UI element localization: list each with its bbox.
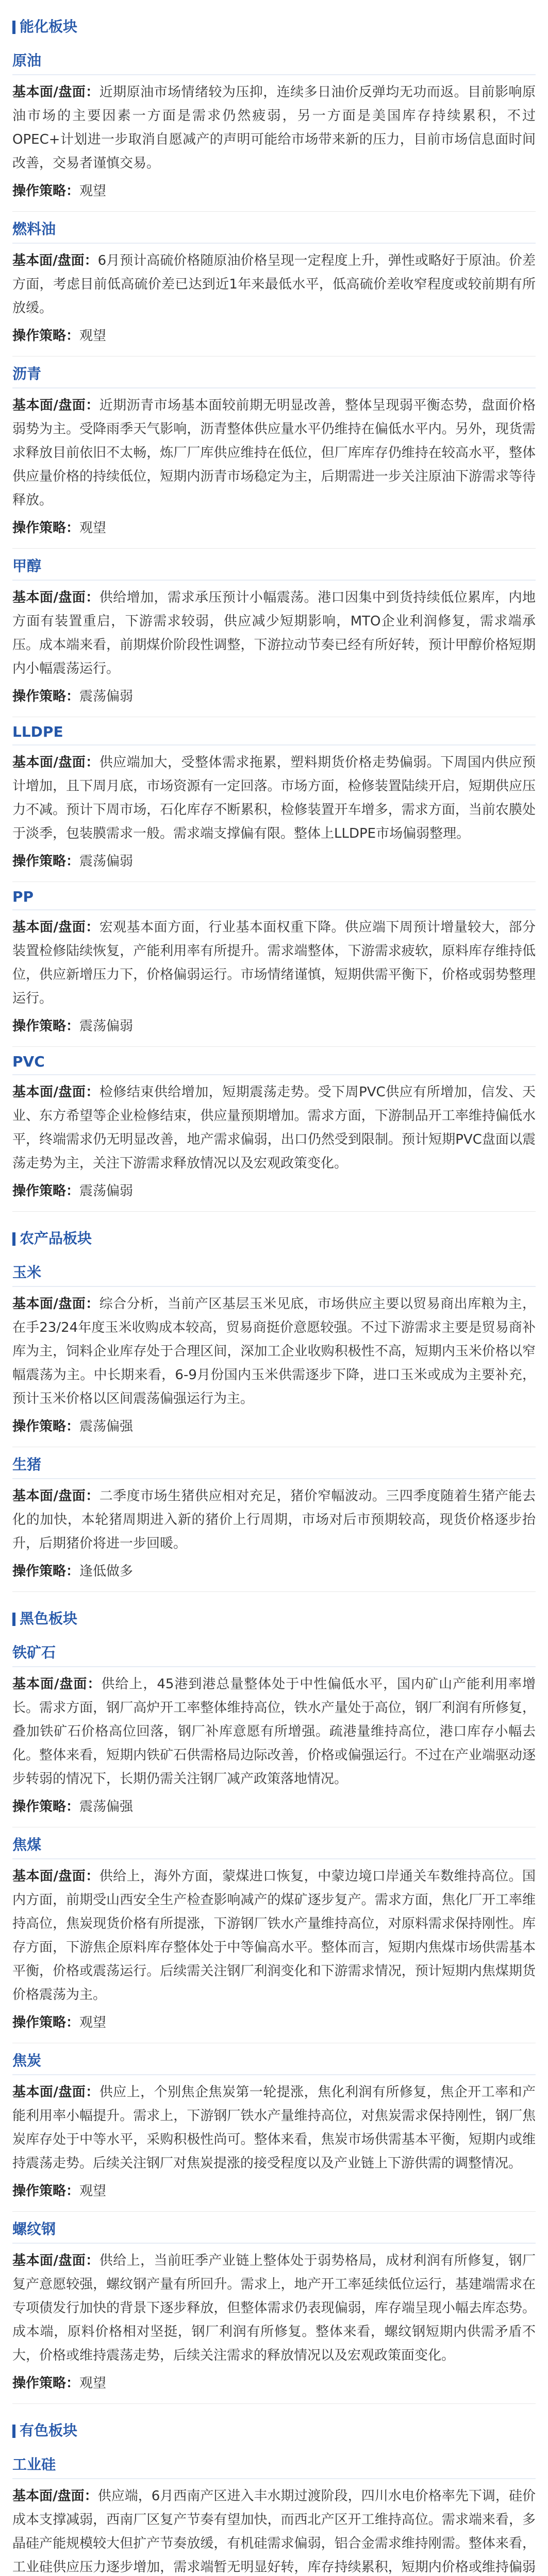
commodity-title: 焦炭 (12, 2043, 536, 2075)
commodity-title: PP (12, 882, 536, 910)
strategy-label: 操作策略： (12, 2183, 80, 2199)
strategy-line (12, 1560, 536, 1583)
commodity-title: 焦煤 (12, 1827, 536, 1859)
analysis-text: 供给上，45港到港总量整体处于中性偏低水平，国内矿山产能利用率增长。需求方面，钢厂高炉开工率整体维持高位，铁水产量处于高位，钢厂利润有所修复，叠加铁矿石价格高位回落，钢厂补库意愿有所增强。疏港量维持高位，港口库存小幅去化。整体来看，短期内铁矿石供需格局边际改善，价格或偏强运行。不过在产业端驱动逐步转弱的情况下，长期仍需关注钢厂减产政策落地情况。 (12, 1676, 536, 1787)
strategy-label: 操作策略： (12, 2015, 80, 2030)
section-header (0, 0, 548, 43)
section-title: 能化板块 (20, 18, 78, 35)
commodity-title: LLDPE (12, 717, 536, 745)
section-marker-icon (12, 1232, 15, 1246)
analysis-label: 基本面/盘面： (12, 1084, 99, 1100)
section-header (0, 2404, 548, 2447)
strategy-value: 观望 (79, 328, 107, 344)
analysis-paragraph (12, 2249, 536, 2367)
section-header (0, 1212, 548, 1255)
strategy-label: 操作策略： (12, 183, 80, 199)
commodity-block (0, 2043, 548, 2203)
analysis-paragraph (12, 1672, 536, 1791)
analysis-label: 基本面/盘面： (12, 2084, 99, 2100)
strategy-label: 操作策略： (12, 1183, 80, 1199)
commodity-block (0, 1447, 548, 1583)
strategy-label: 操作策略： (12, 1799, 80, 1815)
section-title: 农产品板块 (20, 1230, 92, 1247)
strategy-line (12, 1795, 536, 1819)
commodity-title: 玉米 (12, 1255, 536, 1287)
strategy-value: 震荡偏弱 (79, 854, 134, 869)
strategy-value: 震荡偏强 (79, 1799, 134, 1815)
commodity-title: 沥青 (12, 357, 536, 388)
commodity-title: 工业硅 (12, 2447, 536, 2479)
analysis-paragraph (12, 2484, 536, 2576)
commodity-title: PVC (12, 1047, 536, 1075)
strategy-line (12, 1415, 536, 1438)
strategy-label: 操作策略： (12, 1419, 80, 1434)
analysis-label: 基本面/盘面： (12, 1869, 99, 1884)
section-marker-icon (12, 1613, 15, 1626)
strategy-value: 观望 (79, 2183, 107, 2199)
analysis-text: 近期原油市场情绪较为压抑，连续多日油价反弹均无功而返。目前影响原油市场的主要因素一方面是需求仍然疲弱，另一方面是美国库存持续累积，不过OPEC+计划进一步取消自愿减产的声明可能给市场带来新的压力，目前市场信息面时间改善，交易者谨慎交易。 (12, 84, 536, 171)
commodity-block (0, 43, 548, 203)
strategy-value: 震荡偏弱 (79, 1183, 134, 1199)
strategy-label: 操作策略： (12, 520, 80, 536)
analysis-label: 基本面/盘面： (12, 398, 99, 413)
analysis-label: 基本面/盘面： (12, 253, 98, 268)
commodity-block (0, 2447, 548, 2576)
strategy-line (12, 1014, 536, 1038)
analysis-text: 供应端加大，受整体需求拖累，塑料期货价格走势偏弱。下周国内供应预计增加，且下周月底，市场资源有一定回落。市场方面，检修装置陆续开启，短期供应压力不减。预计下周市场，石化库存不断累积，检修装置开车增多，需求方面，当前农膜处于淡季，包装膜需求一般。需求端支撑偏有限。整体上LLDPE市场偏弱整理。 (12, 755, 536, 841)
analysis-text: 综合分析，当前产区基层玉米见底，市场供应主要以贸易商出库粮为主，在手23/24年度玉米收购成本较高，贸易商挺价意愿较强。不过下游需求主要是贸易商补库为主，饲料企业库存处于合理区间，深加工企业收购积极性不高，短期内玉米价格以窄幅震荡为主。中长期来看，6-9月份国内玉米供需逐步下降，进口玉米或成为主要补充，预计玉米价格以区间震荡偏强运行为主。 (12, 1296, 536, 1406)
commodity-block (0, 1047, 548, 1203)
strategy-line (12, 685, 536, 708)
commodity-block (0, 1255, 548, 1438)
analysis-label: 基本面/盘面： (12, 2253, 99, 2268)
analysis-text: 近期沥青市场基本面较前期无明显改善，整体呈现弱平衡态势，盘面价格弱势为主。受降雨季天气影响，沥青整体供应量水平仍维持在偏低水平内。另外，现货需求释放目前依旧不太畅，炼厂厂库供应维持在低位，但厂库库存仍维持在较高水平，整体供应量价格的持续低位，短期内沥青市场稳定为主，后期需进一步关注原油下游需求等待释放。 (12, 398, 536, 508)
strategy-label: 操作策略： (12, 328, 80, 344)
analysis-text: 供应端，6月西南产区进入丰水期过渡阶段，四川水电价格率先下调，硅价成本支撑减弱，西南厂区复产节奏有望加快，而西北产区开工维持高位。需求端来看，多晶硅产能规模较大但扩产节奏放缓，有机硅需求偏弱，铝合金需求维持刚需。整体来看，工业硅供应压力逐步增加，需求端暂无明显好转，库存持续累积，短期内价格或维持偏弱 (12, 2488, 536, 2575)
analysis-paragraph (12, 1292, 536, 1411)
analysis-paragraph (12, 249, 536, 320)
analysis-text: 宏观基本面方面，行业基本面权重下降。供应端下周预计增量较大，部分装置检修陆续恢复，产能利用率有所提升。需求端整体，下游需求疲软，原料库存维持低位，供应新增压力下，价格偏弱运行。市场情绪谨慎，短期供需平衡下，价格或弱势整理运行。 (12, 920, 536, 1006)
commodity-block (0, 882, 548, 1038)
commodity-block (0, 549, 548, 708)
analysis-text: 供应上，个别焦企焦炭第一轮提涨，焦化利润有所修复，焦企开工率和产能利用率小幅提升。需求上，下游钢厂铁水产量维持高位，对焦炭需求保持刚性，钢厂焦炭库存处于中等水平，采购积极性尚可。整体来看，焦炭市场供需基本平衡，短期内或维持震荡走势。后续关注钢厂对焦炭提涨的接受程度以及产业链上下游供需的调整情况。 (12, 2084, 536, 2171)
analysis-paragraph (12, 80, 536, 175)
strategy-line (12, 1179, 536, 1203)
section-title: 有色板块 (20, 2422, 78, 2439)
strategy-value: 观望 (79, 2376, 107, 2391)
strategy-value: 观望 (79, 183, 107, 199)
analysis-text: 供给上，海外方面，蒙煤进口恢复，中蒙边境口岸通关车数维持高位。国内方面，前期受山西安全生产检查影响减产的煤矿逐步复产。需求方面，焦化厂开工率维持高位，焦炭现货价格有所提涨，下游钢厂铁水产量维持高位，对原料需求保持刚性。库存方面，下游焦企原料库存整体处于中等偏高水平。整体而言，短期内焦煤市场供需基本平衡，价格或震荡运行。后续需关注钢厂利润变化和下游需求情况，预计短期内焦煤期货价格震荡为主。 (12, 1869, 536, 2003)
analysis-label: 基本面/盘面： (12, 2488, 98, 2504)
analysis-paragraph (12, 1484, 536, 1555)
strategy-line (12, 516, 536, 540)
commodity-block (0, 717, 548, 873)
strategy-label: 操作策略： (12, 1564, 80, 1579)
analysis-text: 检修结束供给增加，短期震荡走势。受下周PVC供应有所增加，信发、天业、东方希望等企业检修结束，供应量预期增加。需求方面，下游制品开工率维持偏低水平，终端需求仍无明显改善，地产需求偏弱，出口仍然受到限制。预计短期PVC盘面以震荡走势为主，关注下游需求释放情况以及宏观政策变化。 (12, 1084, 536, 1171)
section-marker-icon (12, 21, 15, 34)
analysis-paragraph (12, 394, 536, 512)
analysis-text: 6月预计高硫价格随原油价格呈现一定程度上升，弹性或略好于原油。价差方面，考虑目前低高硫价差已达到近1年来最低水平，低高硫价差收窄程度或较前期有所放缓。 (12, 253, 536, 316)
commodity-block (0, 357, 548, 540)
commodity-title: 甲醇 (12, 549, 536, 581)
strategy-line (12, 2011, 536, 2035)
section-header (0, 1592, 548, 1635)
analysis-paragraph (12, 2080, 536, 2175)
analysis-text: 供给增加，需求承压预计小幅震荡。港口因集中到货持续低位累库，内地方面有装置重启，下游需求较弱，供应减少短期影响，MTO企业利润修复，需求端承压。成本端来看，前期煤价阶段性调整，下游拉动节奏已经有所好转，预计甲醇价格短期内小幅震荡运行。 (12, 590, 536, 676)
strategy-line (12, 2371, 536, 2395)
analysis-paragraph (12, 1865, 536, 2007)
analysis-paragraph (12, 1080, 536, 1175)
strategy-value: 震荡偏弱 (79, 1019, 134, 1034)
commodity-title: 螺纹钢 (12, 2212, 536, 2244)
commodity-title: 燃料油 (12, 212, 536, 244)
analysis-text: 二季度市场生猪供应相对充足，猪价窄幅波动。三四季度随着生猪产能去化的加快，本轮猪周期进入新的猪价上行周期，市场对后市预期较高，现货价格逐步抬升，后期猪价将进一步回暖。 (12, 1488, 536, 1551)
commodity-title: 铁矿石 (12, 1635, 536, 1667)
analysis-label: 基本面/盘面： (12, 1296, 99, 1312)
strategy-label: 操作策略： (12, 689, 80, 704)
strategy-label: 操作策略： (12, 854, 80, 869)
strategy-value: 震荡偏强 (79, 1419, 134, 1434)
section-marker-icon (12, 2425, 15, 2438)
strategy-value: 观望 (79, 520, 107, 536)
analysis-label: 基本面/盘面： (12, 84, 99, 100)
commodity-block (0, 1635, 548, 1819)
commodity-block (0, 212, 548, 348)
strategy-value: 观望 (79, 2015, 107, 2030)
commodity-block (0, 2212, 548, 2395)
section-title: 黑色板块 (20, 1610, 78, 1627)
analysis-label: 基本面/盘面： (12, 1676, 102, 1692)
strategy-value: 逢低做多 (79, 1564, 134, 1579)
analysis-label: 基本面/盘面： (12, 1488, 99, 1504)
strategy-label: 操作策略： (12, 1019, 80, 1034)
strategy-value: 震荡偏弱 (79, 689, 134, 704)
analysis-label: 基本面/盘面： (12, 920, 99, 935)
analysis-paragraph (12, 916, 536, 1010)
commodity-title: 生猪 (12, 1447, 536, 1479)
analysis-text: 供给上，当前旺季产业链上整体处于弱势格局，成材利润有所修复，钢厂复产意愿较强，螺纹钢产量有所回升。需求上，地产开工率延续低位运行，基建端需求在专项债发行加快的背景下逐步释放，但整体需求仍表现偏弱，库存端呈现小幅去库态势。成本端，原料价格相对坚挺，钢厂利润有所修复。整体来看，螺纹钢短期内供需矛盾不大，价格或维持震荡走势，后续关注需求的释放情况以及宏观政策面变化。 (12, 2253, 536, 2363)
strategy-line (12, 850, 536, 873)
commodity-title: 原油 (12, 43, 536, 75)
strategy-label: 操作策略： (12, 2376, 80, 2391)
analysis-label: 基本面/盘面： (12, 755, 99, 770)
analysis-label: 基本面/盘面： (12, 590, 99, 605)
commodity-block (0, 1827, 548, 2035)
analysis-paragraph (12, 751, 536, 845)
strategy-line (12, 179, 536, 203)
analysis-paragraph (12, 586, 536, 681)
strategy-line (12, 324, 536, 348)
strategy-line (12, 2179, 536, 2203)
